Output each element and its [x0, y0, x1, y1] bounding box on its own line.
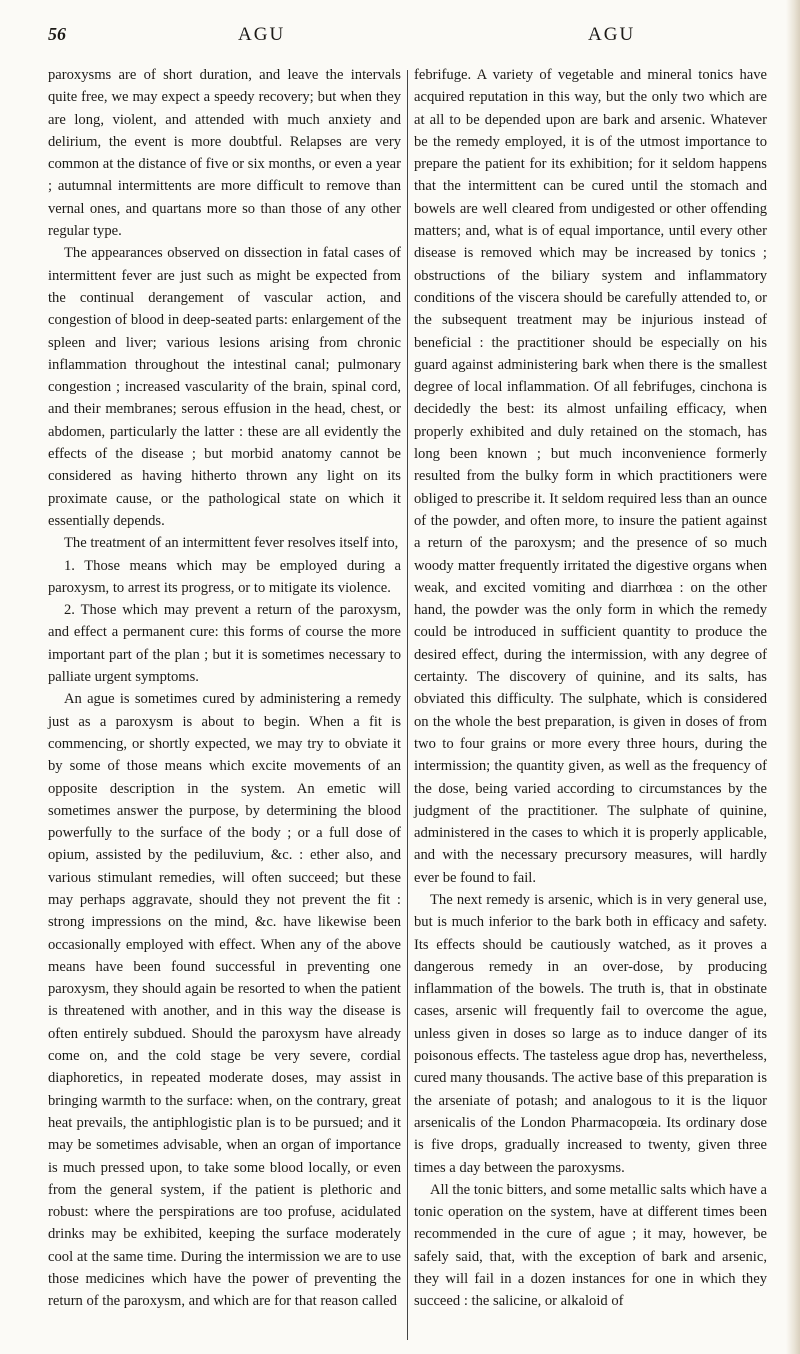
- paragraph: The treatment of an intermittent fever resolves itself into,: [64, 535, 399, 552]
- left-column: [48, 64, 401, 1313]
- page-header: [40, 22, 760, 62]
- paragraph: 1. Those means which may be employed during a paroxysm, to arrest its progress, or to mitigate its violence.: [48, 557, 401, 596]
- running-head-left: AGU: [238, 24, 286, 45]
- paragraph: An ague is sometimes cured by administering a remedy just as a paroxysm is about to begin. When a fit is commencing, or shortly expected, we may try to obviate it by some of those means which excite movements of an opposite description in the system. An emetic will sometimes answer the purpose, by determining the blood powerfully to the surface of the body ; or a full dose of opium, assisted by the pediluvium, &c. : ether also, and various stimulant remedies, will often succeed; but these may perhaps aggravate, should they not prevent the fit : strong impressions on the mind, &c. have likewise been occasionally employed with effect. When any of the above means have been found successful in preventing one paroxysm, they should again be resorted to when the patient is threatened with another, and in this way the disease is often entirely subdued. Should the paroxysm have already come on, and the cold stage be very severe, cordial diaphoretics, in repeated moderate doses, may assist in bringing warmth to the surface: when, on the contrary, great heat prevails, the antiphlogistic plan is to be pursued; and it may be sometimes advisable, when an organ of importance is much pressed upon, to take some blood locally, or even from the general system, if the patient is plethoric and robust: where the perspirations are too profuse, acidulated drinks may be exhibited, keeping the surface moderately cool at the same time. During the intermission we are to use those medicines which have the power of preventing the return of the paroxysm, and which are for that reason called: [48, 691, 401, 1310]
- page-number: 56: [48, 24, 66, 44]
- paragraph: 2. Those which may prevent a return of the paroxysm, and effect a permanent cure: this forms of course the more important part of the plan ; but it is sometimes necessary to palliate urgent symptoms.: [48, 602, 401, 686]
- right-column: [414, 64, 767, 1313]
- paragraph: All the tonic bitters, and some metallic salts which have a tonic operation on the system, have at different times been recommended in the cure of ague ; it may, however, be safely said, that, with the exception of bark and arsenic, they will fail in a dozen instances for one in which they succeed : the salicine, or alkaloid of: [414, 1181, 767, 1310]
- page-edge: [786, 0, 800, 1354]
- paragraph: febrifuge. A variety of vegetable and mineral tonics have acquired reputation in this way, but the only two which are at all to be depended upon are bark and arsenic. Whatever be the remedy employed, it is of the utmost importance to prepare the patient for its exhibition; for it seldom happens that the intermittent can be cured until the stomach and bowels are well cleared from undigested or other offending matters; and, what is of equal importance, until every other disease is removed which may be increased by tonics ; obstructions of the biliary system and inflammatory conditions of the viscera should be carefully attended to, or the subsequent treatment may be injurious instead of beneficial : the practitioner should be especially on his guard against administering bark when there is the smallest degree of local inflammation. Of all febrifuges, cinchona is decidedly the best: its almost unfailing efficacy, when properly exhibited and duly retained on the stomach, has long been known ; but much inconvenience formerly resulted from the bulky form in which practitioners were obliged to prescribe it. It seldom required less than an ounce of the powder, and often more, to insure the patient against a return of the paroxysm; and the presence of so much woody matter frequently irritated the digestive organs when weak, and excited vomiting and diarrhœa : on the other hand, the powder was the only form in which the remedy could be introduced in sufficient quantity to produce the desired effect, during the intermission, with any degree of certainty. The discovery of quinine, and its salts, has obviated this difficulty. The sulphate, which is considered on the whole the best preparation, is given in doses of from two to four grains or more every three hours, during the intermission; the quantity given, as well as the frequency of the dose, being varied according to circumstances by the judgment of the practitioner. The sulphate of quinine, administered in the cases to which it is properly applicable, and with the necessary precursory measures, will hardly ever be found to fail.: [414, 67, 767, 886]
- paragraph: paroxysms are of short duration, and leave the intervals quite free, we may expect a speedy recovery; but when they are long, violent, and attended with much anxiety and delirium, the event is more doubtful. Relapses are very common at the distance of five or six months, or even a year ; autumnal intermittents are more difficult to remove than vernal ones, and quartans more so than those of any other regular type.: [48, 67, 401, 240]
- paragraph: The appearances observed on dissection in fatal cases of intermittent fever are just such as might be expected from the continual derangement of vascular action, and congestion of blood in deep-seated parts: enlargement of the spleen and liver; various lesions arising from chronic inflammation throughout the intestinal canal; pulmonary congestion ; increased vascularity of the brain, spinal cord, and their membranes; serous effusion in the head, chest, or abdomen, particularly the latter : these are all evidently the effects of the disease ; but morbid anatomy cannot be considered as having hitherto thrown any light on its proximate cause, or the pathological state on which it essentially depends.: [48, 245, 401, 529]
- running-head-right: AGU: [588, 24, 636, 45]
- column-divider: [407, 70, 408, 1340]
- paragraph: The next remedy is arsenic, which is in very general use, but is much inferior to the bark both in efficacy and safety. Its effects should be cautiously watched, as it proves a dangerous remedy in an over-dose, by producing inflammation of the bowels. The truth is, that in obstinate cases, arsenic will frequently fail to overcome the ague, unless given in doses so large as to induce danger of its poisonous effects. The tasteless ague drop has, nevertheless, cured many thousands. The active base of this preparation is the arseniate of potash; and analogous to it is the liquor arsenicalis of the London Pharmacopœia. Its ordinary dose is five drops, gradually increased to twenty, given three times a day between the paroxysms.: [414, 891, 767, 1176]
